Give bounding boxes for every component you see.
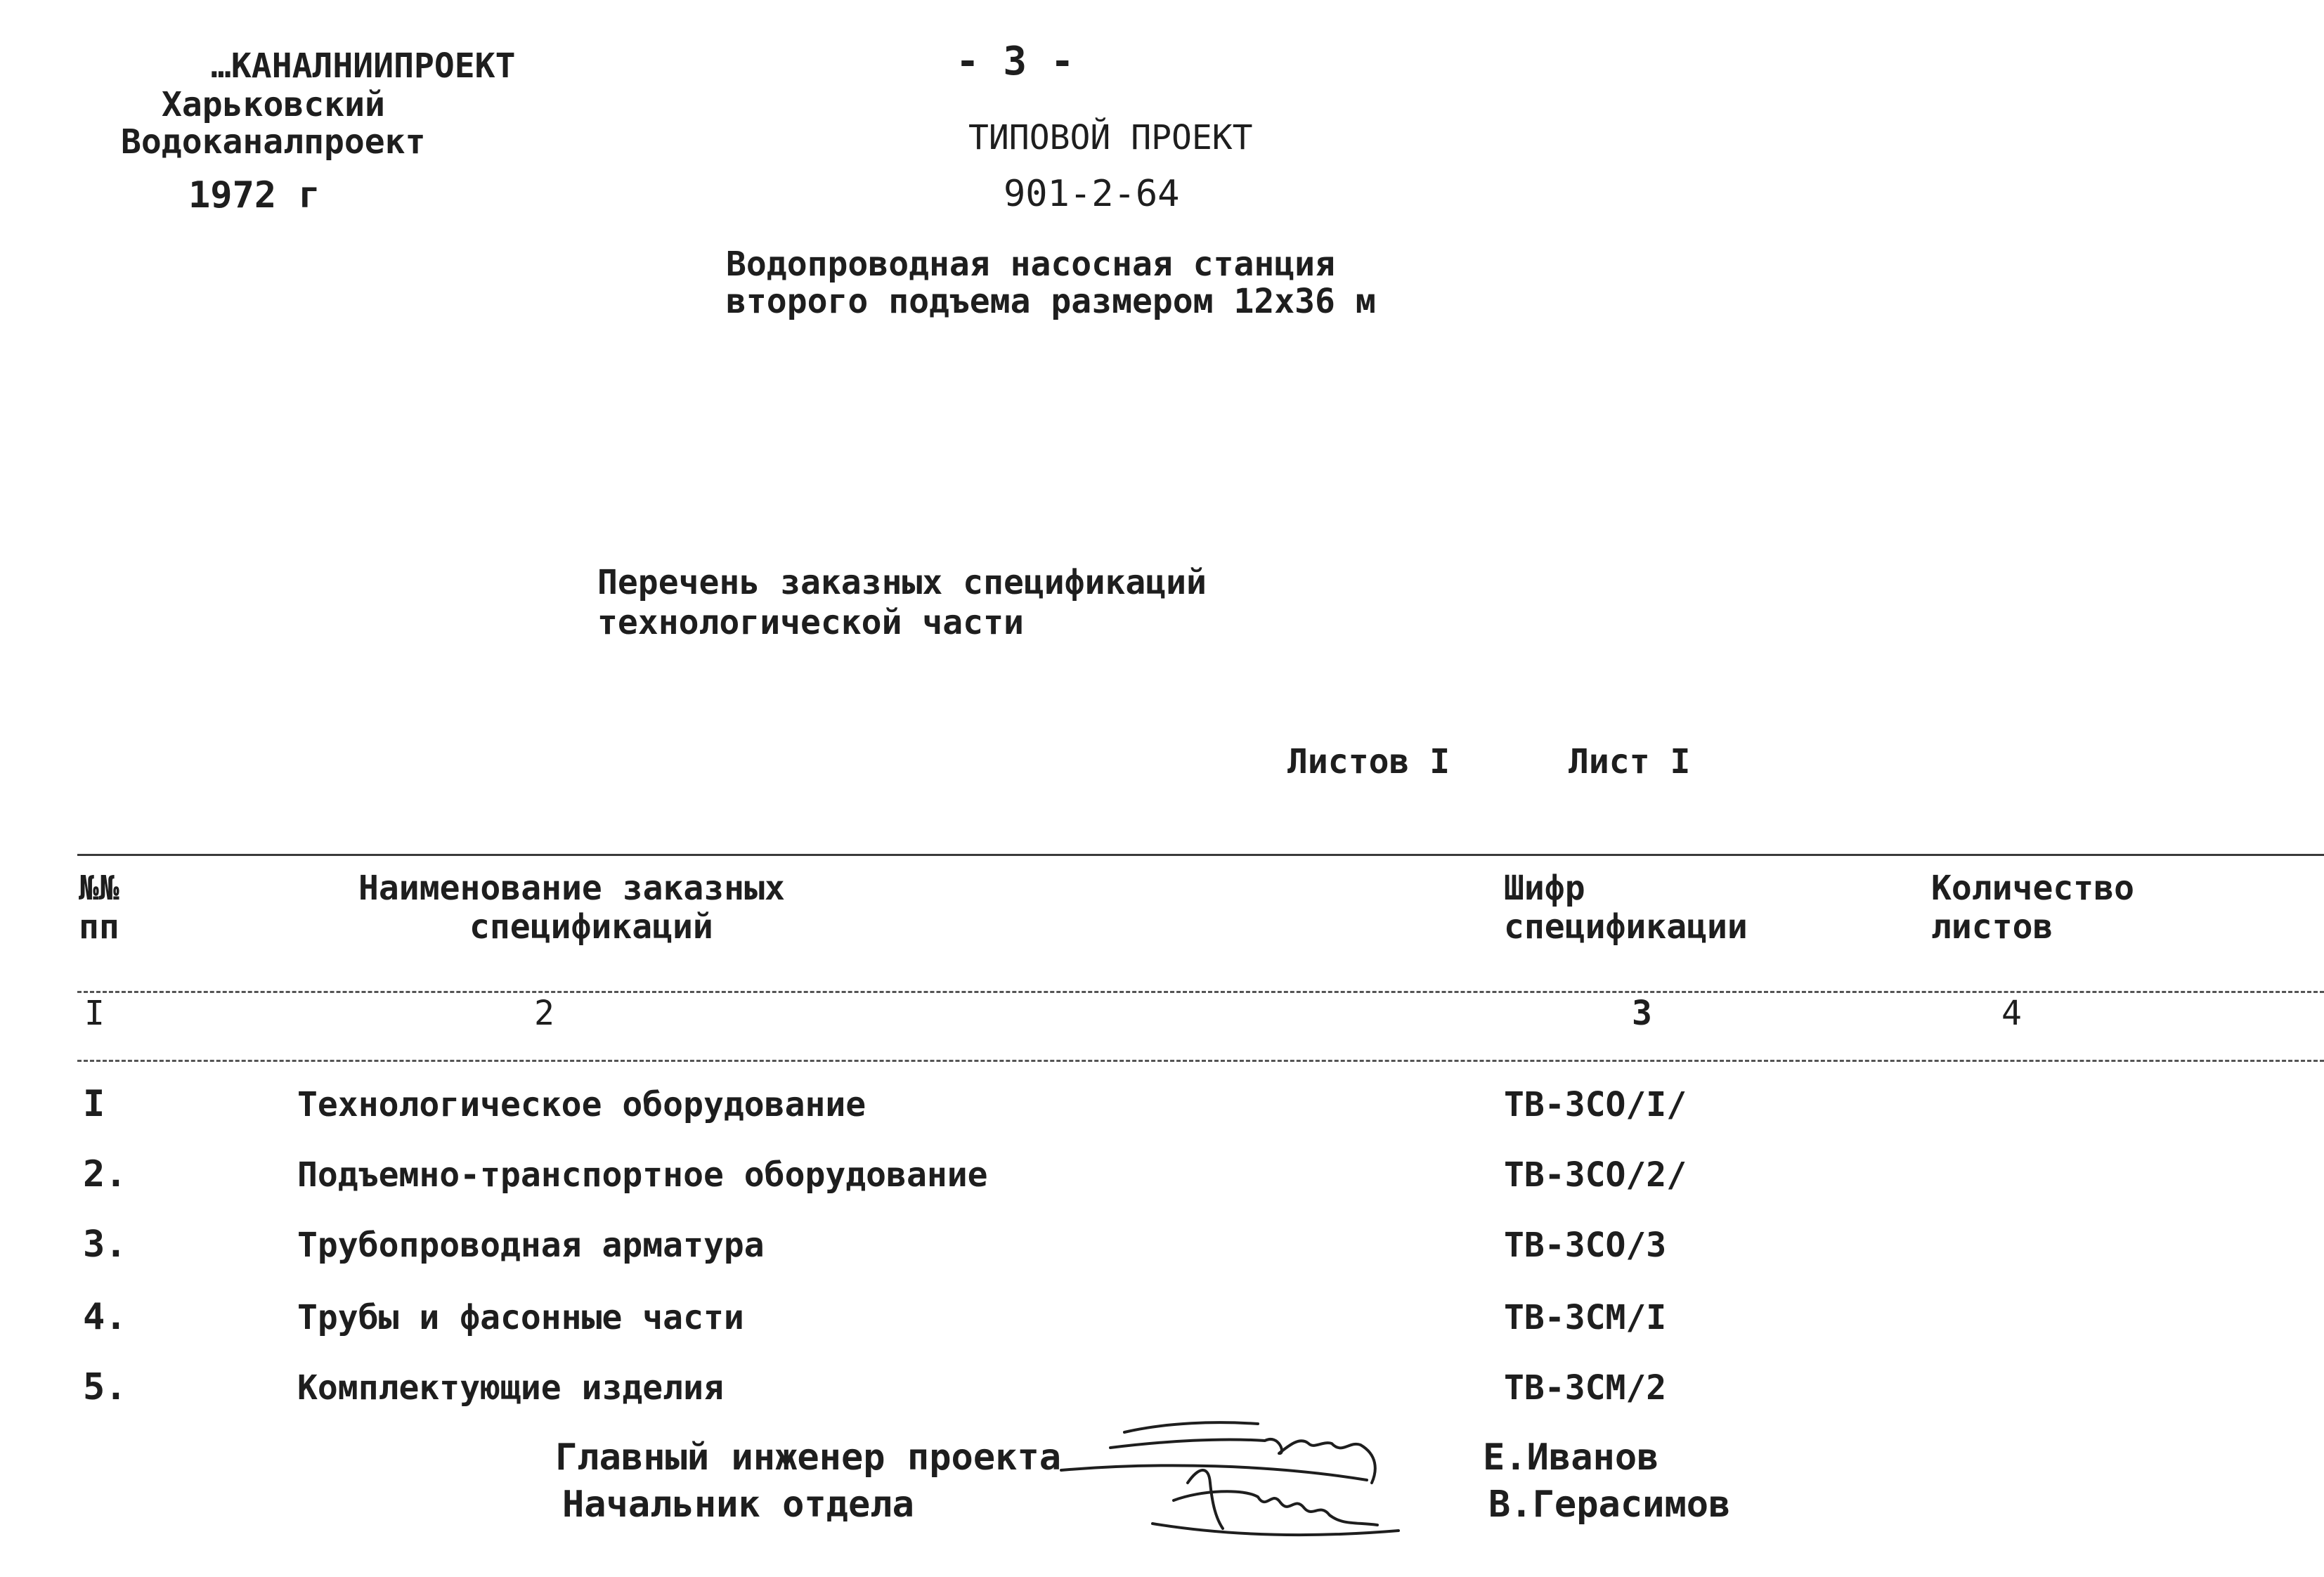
header-rule xyxy=(77,991,2324,993)
project-title-line1: Водопроводная насосная станция xyxy=(726,245,1335,284)
row-code: ТВ-3СМ/2 xyxy=(1504,1368,1667,1408)
signature-stroke xyxy=(1061,1465,1367,1480)
header-code-line2: спецификации xyxy=(1504,907,1748,947)
document-title-line2: технологической части xyxy=(597,603,1024,642)
sheet-current: Лист I xyxy=(1569,742,1691,781)
signature-name-ivanov: Е.Иванов xyxy=(1483,1436,1659,1479)
signature-stroke xyxy=(1174,1491,1377,1525)
header-number-line1: №№ xyxy=(79,869,119,908)
table-top-rule xyxy=(77,854,2324,856)
column-number-2: 2 xyxy=(534,994,554,1033)
row-number: 2. xyxy=(83,1153,127,1195)
row-code: ТВ-3СМ/I xyxy=(1504,1298,1667,1337)
column-number-4: 4 xyxy=(2001,994,2022,1033)
header-code-line1: Шифр xyxy=(1504,869,1585,908)
signature-stroke xyxy=(1153,1524,1398,1535)
header-number-line2: пп xyxy=(79,907,119,947)
header-name-line2: спецификаций xyxy=(469,907,713,947)
row-number: 5. xyxy=(83,1366,127,1408)
organization-branch: Водоканалпроект xyxy=(121,122,426,162)
page-number: - 3 - xyxy=(956,39,1075,84)
signature-role-department-head: Начальник отдела xyxy=(562,1484,914,1526)
row-name: Комплектующие изделия xyxy=(297,1368,724,1408)
organization-name: …КАНАЛНИИПРОЕКТ xyxy=(211,46,516,86)
organization-city: Харьковский xyxy=(162,85,385,124)
document-year: 1972 г xyxy=(188,174,320,216)
row-number: 4. xyxy=(83,1296,127,1338)
project-type: ТИПОВОЙ ПРОЕКТ xyxy=(968,118,1253,157)
document-title-line1: Перечень заказных спецификаций xyxy=(597,563,1207,602)
column-numbers-rule xyxy=(77,1060,2324,1062)
signature-name-gerasimov: В.Герасимов xyxy=(1488,1484,1731,1526)
project-title-line2: второго подъема размером 12х36 м xyxy=(726,282,1376,321)
handwritten-signatures xyxy=(1047,1413,1413,1546)
row-code: ТВ-3СО/2/ xyxy=(1504,1155,1687,1195)
sheets-total: Листов I xyxy=(1287,742,1450,781)
header-name-line1: Наименование заказных xyxy=(358,869,785,908)
row-number: 3. xyxy=(83,1224,127,1266)
row-code: ТВ-3СО/3 xyxy=(1504,1226,1667,1265)
signature-stroke xyxy=(1188,1470,1223,1529)
row-code: ТВ-3СО/I/ xyxy=(1504,1085,1687,1124)
row-name: Трубопроводная арматура xyxy=(297,1226,765,1265)
row-name: Подъемно-транспортное оборудование xyxy=(297,1155,988,1195)
column-number-1: I xyxy=(84,994,105,1033)
row-name: Технологическое оборудование xyxy=(297,1085,866,1124)
row-number: I xyxy=(83,1083,105,1125)
signature-stroke xyxy=(1124,1422,1258,1432)
header-sheets-line2: листов xyxy=(1931,907,2053,947)
column-number-3: 3 xyxy=(1632,994,1652,1033)
row-name: Трубы и фасонные части xyxy=(297,1298,744,1337)
project-code: 901-2-64 xyxy=(1004,173,1180,215)
signature-role-chief-engineer: Главный инженер проекта xyxy=(555,1436,1062,1479)
header-sheets-line1: Количество xyxy=(1931,869,2134,908)
